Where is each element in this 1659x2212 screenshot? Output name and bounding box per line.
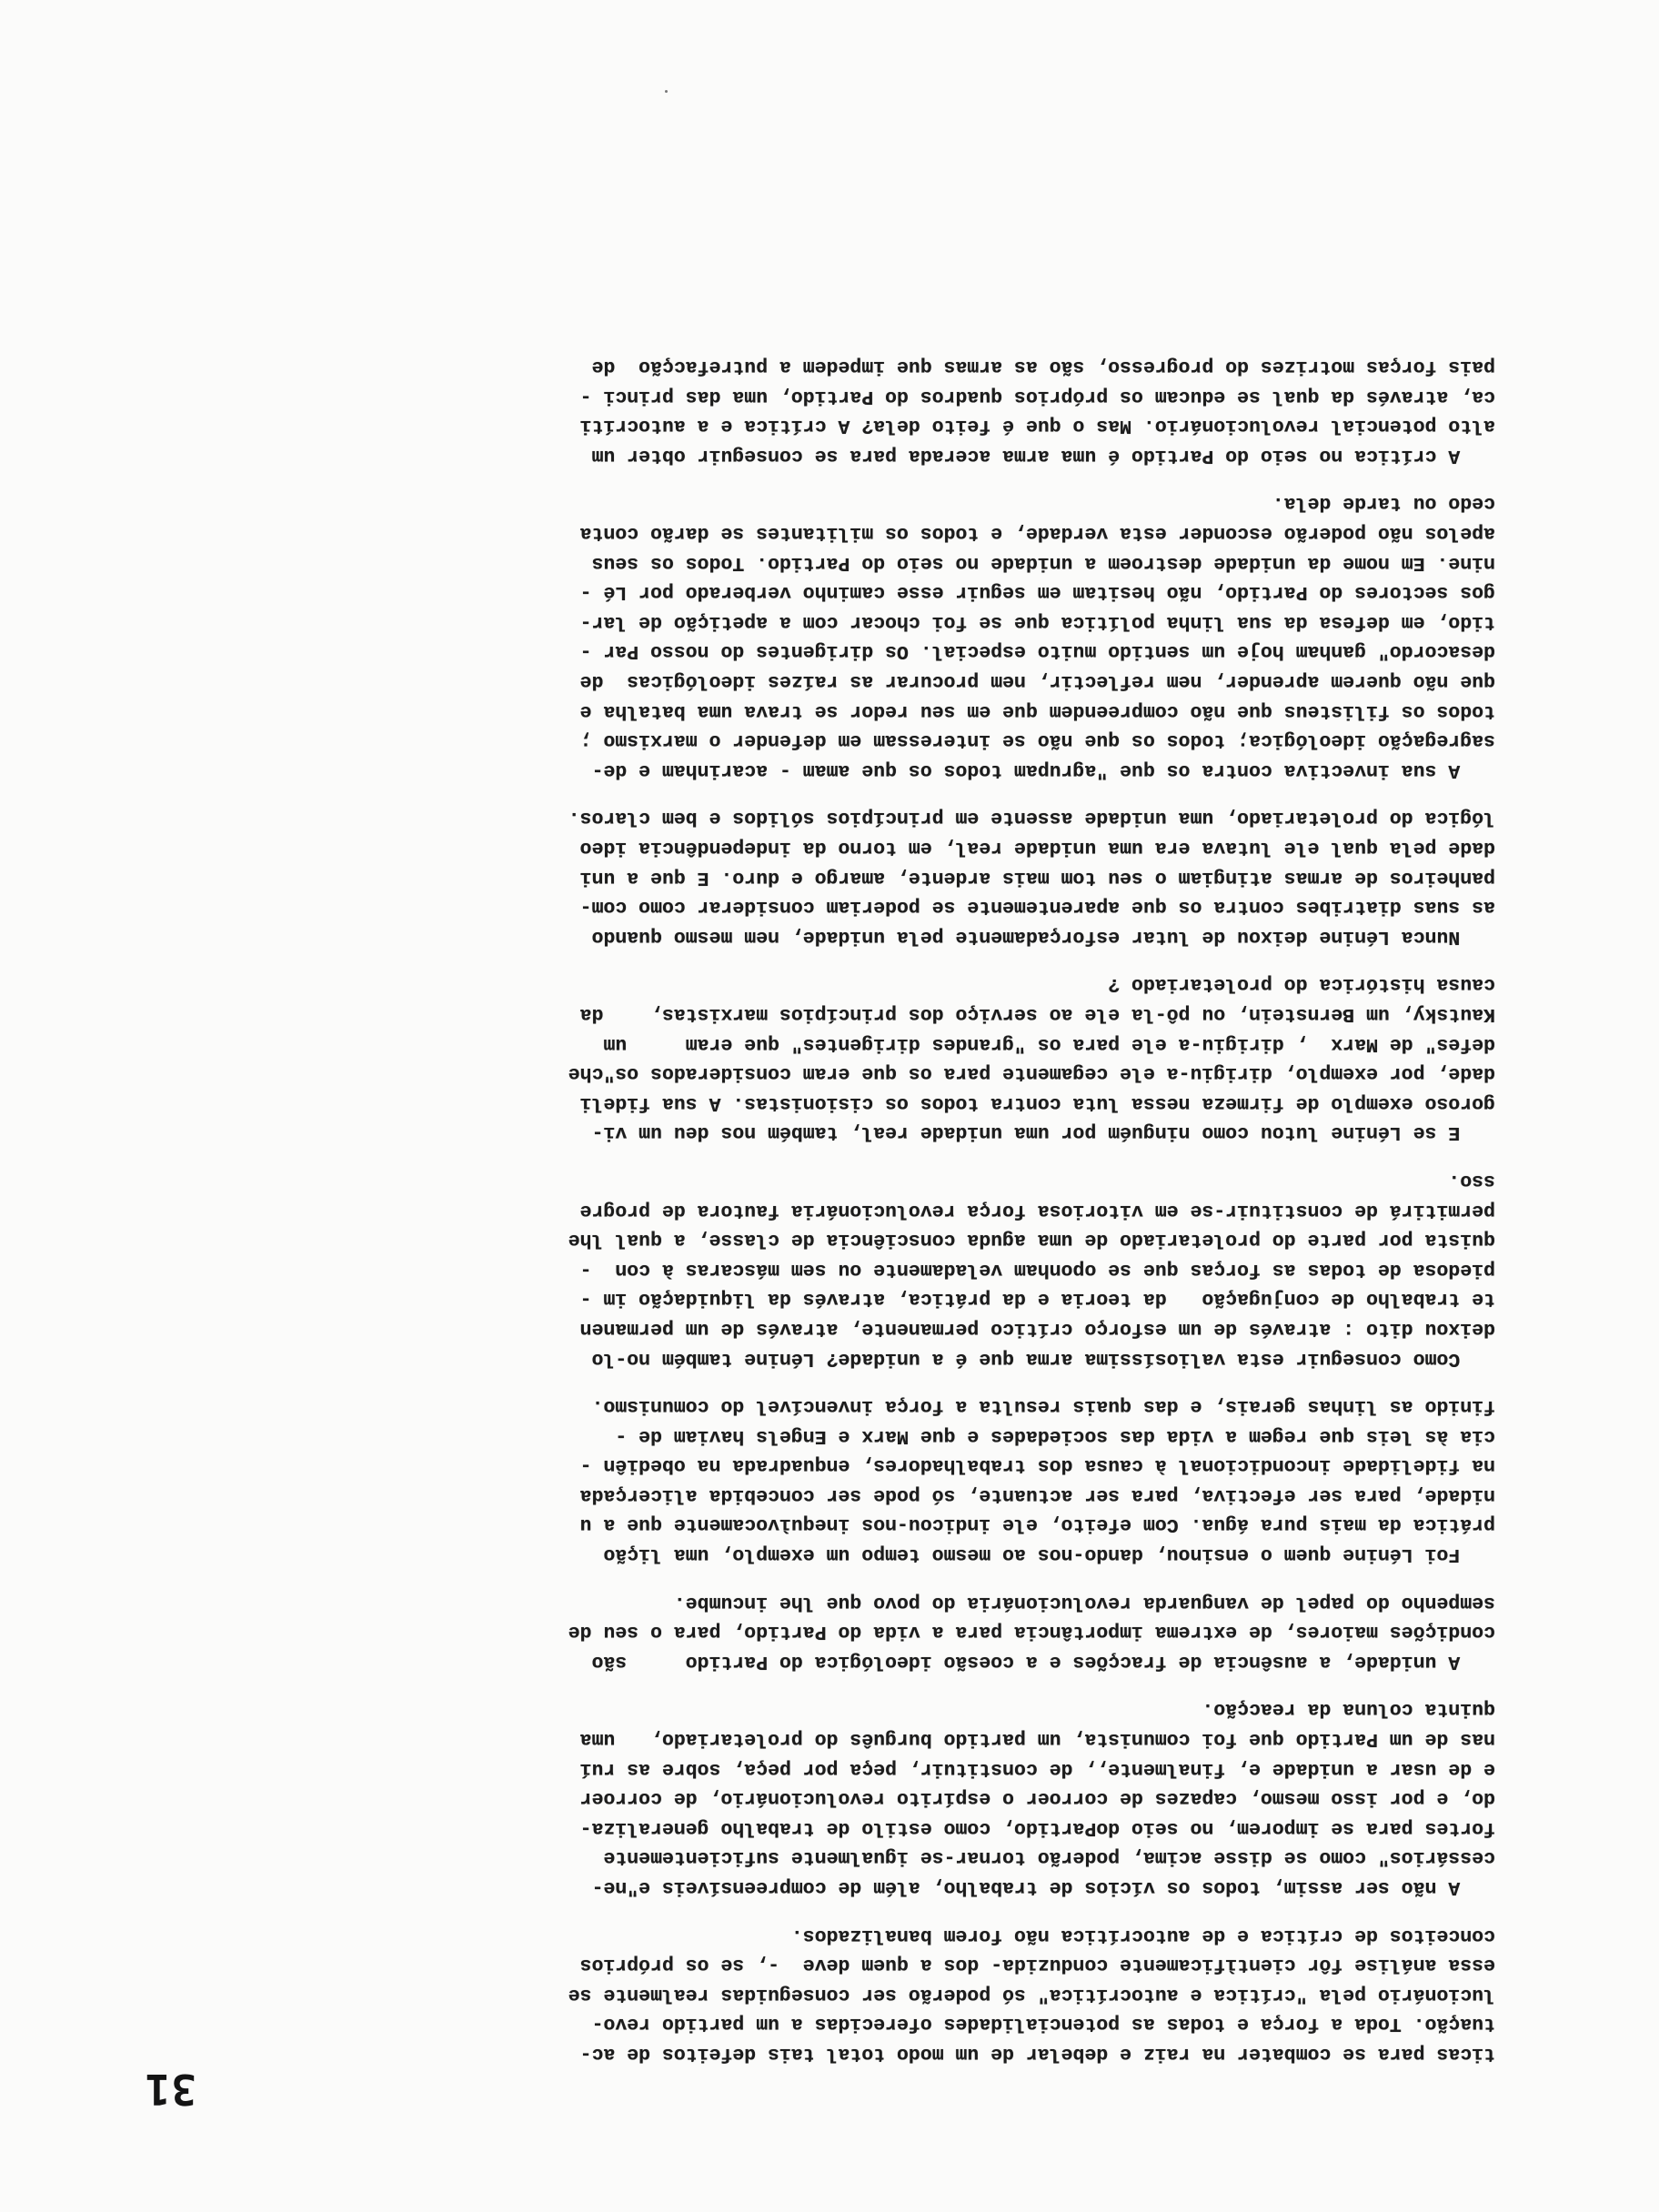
text-line: condições maiores, de extrema importância para a vida do Partido, para o seu de [568, 1621, 1495, 1644]
text-line: sagregação ideológica; todos os que não se interessam em defender o marxismo ; [579, 729, 1495, 752]
paragraph-gap [4, 1676, 1495, 1694]
text-line: gos sectores do Partido, não hesitam em seguir esse caminho verberado por Lé - [579, 581, 1495, 604]
text-line: todos os filisteus que não compreendem que em seu redor se trava uma batalha e [579, 699, 1495, 722]
text-line: deixou dito : através de um esforço crítico permanente, através de um permanen [579, 1317, 1495, 1340]
paragraph-gap [4, 1569, 1495, 1587]
text-line: cia às leis que regem a vida das sociedades e que Marx e Engels haviam de - [615, 1424, 1495, 1447]
text-line: e de usar a unidade e, finalmente,, de constituir, peça por peça, sobre as ruí [579, 1757, 1495, 1780]
text-line: lógica do proletariado, uma unidade assente em princípios sólidos e bem claros. [568, 807, 1495, 830]
text-line: Foi Lénine quem o ensinou, dando-nos ao mesmo tempo um exemplo, uma lição [603, 1543, 1495, 1566]
paragraph [4, 488, 1495, 785]
text-line: alto potencial revolucionário. Mas o que é feito dela? A crítica e a autocríti [579, 415, 1495, 437]
text-line: conceitos de crítica e de autocrítica não forem banalizados. [790, 1924, 1495, 1946]
paragraph [4, 1392, 1495, 1570]
text-line: ca, através da qual se educam os próprios quadros do Partido, uma das princi - [579, 385, 1495, 407]
paragraph [4, 1920, 1495, 2068]
text-line: desacordo" ganham hoje um sentido muito especial. Os dirigentes do nosso Par - [579, 640, 1495, 663]
text-line: nas de um Partido que foi comunista, um partido burguês do proletariado, uma [579, 1728, 1495, 1751]
text-line: dade pela qual ele lutava era uma unidade real, em torno da independência ideo [579, 837, 1495, 860]
text-line: sempenho do papel de vanguarda revolucionária do povo que lhe incumbe. [673, 1591, 1495, 1614]
text-line: A crítica no seio do Partido é uma arma acerada para se conseguir obter um [591, 444, 1495, 467]
page-number: 31 [144, 2065, 196, 2114]
text-line: nidade, para ser efectiva, para ser actuante, só pode ser concebida alicerçada [579, 1483, 1495, 1506]
text-line: na fidelidade incondicional à causa dos trabalhadores, enquadrada na obediên - [579, 1454, 1495, 1477]
text-line: que não querem aprender, nem reflectir, nem procurar as raízes ideológicas de [579, 670, 1495, 693]
text-line: Kautsky, um Bernstein, ou pô-la ele ao serviço dos princípios marxistas, da [579, 1003, 1495, 1025]
text-line: pais forças motrizes do progresso, são as armas que impedem a putrefacção de [591, 356, 1495, 378]
paragraph [4, 1165, 1495, 1372]
text-line: goroso exemplo de firmeza nessa luta contra todos os cisionistas. A sua fideli [579, 1091, 1495, 1114]
text-line: te trabalho de conjugação da teoria e da prática, através da liquidação im - [579, 1288, 1495, 1311]
text-line: cedo ou tarde dela. [1272, 492, 1495, 515]
text-line: defes" de Marx , dirigiu-a ele para os "grandes dirigentes" que eram um [603, 1032, 1495, 1055]
text-line: finido as linhas gerais, e das quais resulta a força invencível do comunismo. [591, 1395, 1495, 1418]
text-line: Como conseguir esta valiosíssima arma que é a unidade? Lénine também no-lo [591, 1347, 1495, 1370]
paragraph-gap [4, 470, 1495, 488]
text-line: panheiros de armas atingiam o seu tom mais ardente, amargo e duro. E que a uni [579, 866, 1495, 889]
text-line: tuação. Toda a força e todas as potencialidades oferecidas a um partido revo- [591, 2013, 1495, 2036]
text-line: apelos não poderão esconder esta verdade, e todos os militantes se darão conta [579, 522, 1495, 545]
paragraph [4, 1694, 1495, 1902]
text-line: do, e por isso mesmo, capazes de corroer o espírito revolucionário, de corroer [579, 1787, 1495, 1810]
scan-speck [665, 90, 668, 93]
paragraph-gap [4, 1147, 1495, 1165]
body-text [4, 352, 1495, 2068]
paragraph [4, 803, 1495, 951]
text-line: cessários" como se disse acima, poderão tornar-se igualmente suficientemente [603, 1846, 1495, 1869]
text-line: sso. [1448, 1169, 1495, 1191]
paragraph-gap [4, 951, 1495, 970]
paragraph [4, 352, 1495, 470]
paragraph [4, 1587, 1495, 1676]
text-line: piedosa de todas as forças que se oponham veladamente ou sem máscaras à con - [579, 1258, 1495, 1281]
text-line: A não ser assim, todos os vícios de trabalho, além de compreensíveis e"ne- [591, 1876, 1495, 1899]
text-line: dade, por exemplo, dirigiu-a ele cegamente para os que eram considerados os"che [568, 1062, 1495, 1085]
text-line: E se Lénine lutou como ninguém por uma unidade real, também nos deu um vi- [591, 1121, 1495, 1144]
paragraph-gap [4, 785, 1495, 803]
text-line: ticas para se combater na raiz e debelar de um modo total tais defeitos de ac- [579, 2043, 1495, 2065]
text-line: A sua invectiva contra os que "agrupam todos os que amam - acarinham e de- [591, 759, 1495, 781]
paragraph-gap [4, 1373, 1495, 1392]
text-line: as suas diatribes contra os que aparentemente se poderiam considerar como com- [579, 896, 1495, 919]
text-line: prática da mais pura água. Com efeito, ele indicou-nos inequìvocamente que a u [579, 1513, 1495, 1536]
text-line: A unidade, a ausência de fracções e a coesão ideológica do Partido são [591, 1650, 1495, 1673]
text-line: tido, em defesa da sua linha política que se foi chocar com a apetição de lar- [579, 610, 1495, 633]
text-line: quinta coluna da reacção. [1202, 1698, 1495, 1721]
text-line: permitirá de constituir-se em vitoriosa força revolucionária fautora de progre [579, 1199, 1495, 1222]
text-line: causa histórica do proletariado ? [1108, 973, 1495, 996]
text-line: quista por parte do proletariado de uma aguda consciência de classe, a qual lhe [568, 1229, 1495, 1252]
text-line: fortes para se imporem, no seio doPartido, como estilo de trabalho generaliza- [579, 1816, 1495, 1839]
paragraph [4, 970, 1495, 1148]
text-line: lucionário pela "crítica e autocrítica" só poderão ser conseguidas realmente se [568, 1983, 1495, 2006]
text-line: nine. Em nome da unidade destroem a unidade no seio do Partido. Todos os seus [591, 551, 1495, 574]
paragraph-gap [4, 1902, 1495, 1920]
text-line: Nunca Lénine deixou de lutar esforçadamente pela unidade, nem mesmo quando [591, 925, 1495, 948]
text-line: essa análise fôr cientìficamente conduzida- dos a quem deve -, se os próprios [579, 1954, 1495, 1976]
